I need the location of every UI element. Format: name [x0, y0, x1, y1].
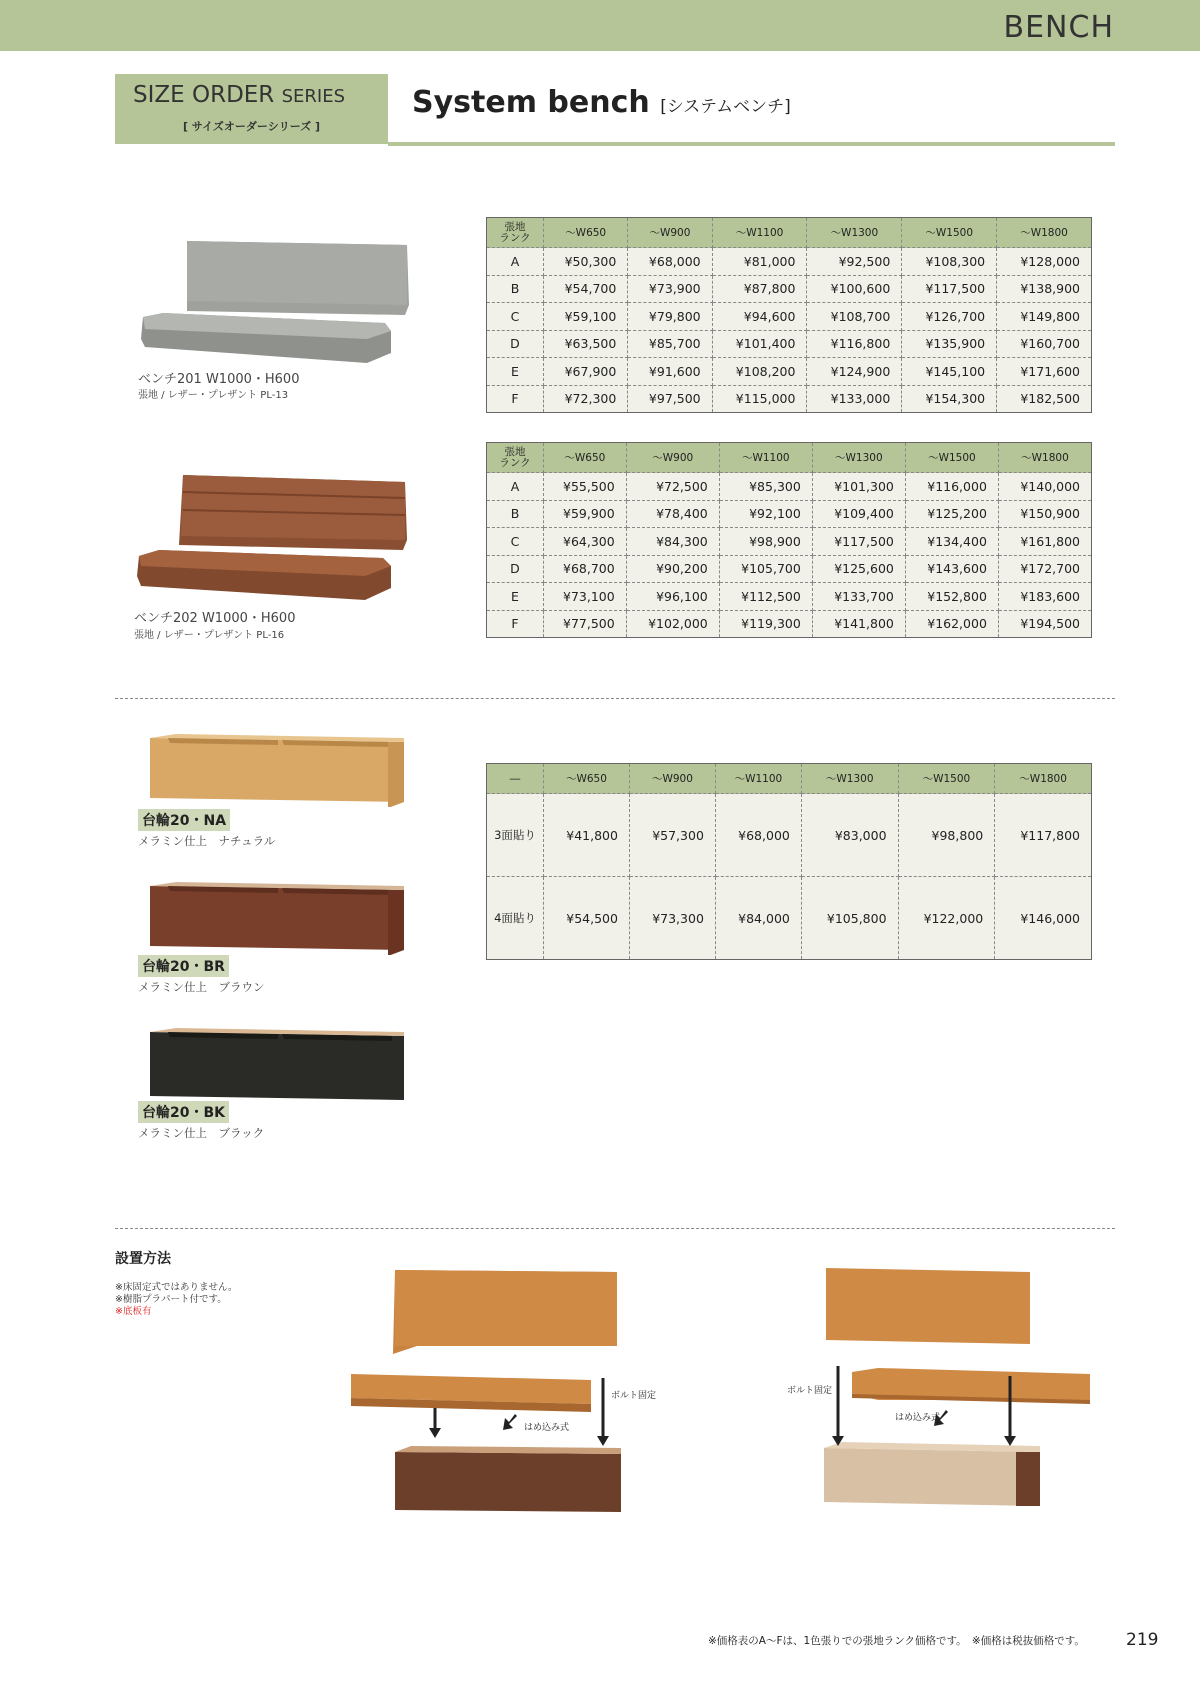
col-header: ～W1300 [812, 443, 905, 473]
price-cell: ¥117,500 [812, 528, 905, 556]
install-note: ※樹脂プラパート付です。 [115, 1294, 227, 1305]
price-cell: ¥126,700 [902, 303, 997, 331]
price-cell: ¥100,600 [807, 275, 902, 303]
col-header: ～W1800 [997, 218, 1092, 248]
price-cell: ¥116,800 [807, 330, 902, 358]
base-first-header: ― [487, 764, 544, 794]
table-row [487, 528, 1092, 556]
install-note-red: ※底板有 [115, 1306, 152, 1317]
price-cell: ¥92,100 [719, 500, 812, 528]
price-cell: ¥97,500 [628, 385, 712, 413]
price-cell: ¥83,000 [801, 794, 898, 877]
base-br-finish: メラミン仕上 ブラウン [138, 980, 265, 994]
install-diagram-1 [345, 1262, 665, 1512]
install-diagram-2 [790, 1262, 1100, 1512]
footer-note: ※価格表のA～Fは、1色張りでの張地ランク価格です。 ※価格は税抜価格です。 [708, 1635, 1085, 1647]
label-bolt-1: ボルト固定 [611, 1391, 657, 1401]
price-cell: ¥162,000 [905, 610, 998, 638]
price-cell: ¥68,000 [715, 794, 801, 877]
price-cell: ¥91,600 [628, 358, 712, 386]
price-cell: ¥84,300 [626, 528, 719, 556]
col-header: ～W900 [629, 764, 715, 794]
table-row [487, 794, 1092, 877]
price-cell: ¥134,400 [905, 528, 998, 556]
price-cell: ¥152,800 [905, 583, 998, 611]
base-price-table [486, 763, 1092, 960]
price-cell: ¥122,000 [898, 877, 995, 960]
category-label: BENCH [1003, 10, 1114, 45]
price-cell: ¥78,400 [626, 500, 719, 528]
base-br-image [148, 880, 408, 955]
price-cell: ¥72,300 [544, 385, 628, 413]
bench201-fabric: 張地 / レザー・プレザント PL-13 [138, 390, 289, 401]
rank-cell: A [487, 248, 544, 276]
price-cell: ¥124,900 [807, 358, 902, 386]
price-cell: ¥133,700 [812, 583, 905, 611]
price-cell: ¥73,100 [544, 583, 627, 611]
price-cell: ¥72,500 [626, 473, 719, 501]
price-cell: ¥101,400 [712, 330, 807, 358]
price-cell: ¥54,500 [544, 877, 630, 960]
price-cell: ¥77,500 [544, 610, 627, 638]
col-header: ～W900 [626, 443, 719, 473]
col-header: ～W1100 [715, 764, 801, 794]
price-cell: ¥108,300 [902, 248, 997, 276]
price-cell: ¥150,900 [998, 500, 1091, 528]
table-row [487, 877, 1092, 960]
price-cell: ¥138,900 [997, 275, 1092, 303]
col-header: ～W1300 [801, 764, 898, 794]
price-cell: ¥135,900 [902, 330, 997, 358]
price-cell: ¥140,000 [998, 473, 1091, 501]
col-header: ～W1300 [807, 218, 902, 248]
price-cell: ¥98,800 [898, 794, 995, 877]
price-cell: ¥85,300 [719, 473, 812, 501]
page-number: 219 [1126, 1630, 1159, 1650]
price-cell: ¥68,000 [628, 248, 712, 276]
base-bk-image [148, 1026, 408, 1104]
col-header: ～W650 [544, 764, 630, 794]
price-cell: ¥183,600 [998, 583, 1091, 611]
bench202-image [133, 470, 418, 610]
price-cell: ¥50,300 [544, 248, 628, 276]
price-cell: ¥79,800 [628, 303, 712, 331]
rank-cell: D [487, 555, 544, 583]
base-na-finish: メラミン仕上 ナチュラル [138, 834, 276, 848]
price-cell: ¥81,000 [712, 248, 807, 276]
base-bk-finish: メラミン仕上 ブラック [138, 1126, 265, 1140]
price-cell: ¥73,300 [629, 877, 715, 960]
price-cell: ¥146,000 [1020, 910, 1080, 926]
price-cell: ¥41,800 [544, 794, 630, 877]
price-cell: ¥182,500 [1020, 391, 1080, 407]
price-cell: ¥85,700 [628, 330, 712, 358]
price-cell: ¥101,300 [812, 473, 905, 501]
price-cell: ¥172,700 [998, 555, 1091, 583]
bench202-fabric: 張地 / レザー・プレザント PL-16 [134, 630, 285, 641]
col-header: ～W1100 [712, 218, 807, 248]
price-cell: ¥94,600 [712, 303, 807, 331]
price-cell: ¥115,000 [712, 385, 807, 413]
label-fit-1: はめ込み式 [524, 1423, 570, 1433]
price-cell: ¥59,900 [544, 500, 627, 528]
bench201-price-table [486, 217, 1092, 413]
table-row [487, 555, 1092, 583]
price-cell: ¥67,900 [544, 358, 628, 386]
table-row [487, 358, 1092, 386]
rank-cell: A [487, 473, 544, 501]
label-bolt-2: ボルト固定 [787, 1386, 833, 1396]
col-header: ～W1100 [719, 443, 812, 473]
price-cell: ¥84,000 [715, 877, 801, 960]
price-cell: ¥161,800 [998, 528, 1091, 556]
bench201-caption: ベンチ201 W1000・H600 [138, 372, 300, 387]
col-header: ～W1500 [902, 218, 997, 248]
price-cell: ¥64,300 [544, 528, 627, 556]
price-cell: ¥117,800 [995, 794, 1092, 877]
section-divider [115, 698, 1115, 699]
table-row [487, 275, 1092, 303]
rank-cell: F [487, 385, 544, 413]
col-header: ～W1800 [995, 764, 1092, 794]
table-row [487, 385, 1092, 413]
series-title: SIZE ORDER SERIES [133, 82, 346, 108]
bench202-caption: ベンチ202 W1000・H600 [134, 611, 296, 626]
price-cell: ¥68,700 [544, 555, 627, 583]
price-cell: ¥63,500 [544, 330, 628, 358]
rank-cell: C [487, 528, 544, 556]
base-br-label: 台輪20・BR [138, 955, 229, 977]
price-cell: ¥73,900 [628, 275, 712, 303]
table-row [487, 303, 1092, 331]
title-rule [388, 142, 1115, 146]
table-row [487, 330, 1092, 358]
price-cell: ¥133,000 [807, 385, 902, 413]
price-cell: ¥125,600 [812, 555, 905, 583]
price-cell: ¥116,000 [905, 473, 998, 501]
price-cell: ¥54,700 [544, 275, 628, 303]
base-type-cell: 4面貼り [487, 877, 544, 960]
base-bk-label: 台輪20・BK [138, 1101, 229, 1123]
price-cell: ¥112,500 [719, 583, 812, 611]
price-cell: ¥109,400 [812, 500, 905, 528]
col-header: ～W1500 [905, 443, 998, 473]
price-cell: ¥119,300 [719, 610, 812, 638]
price-cell: ¥90,200 [626, 555, 719, 583]
label-fit-2: はめ込み式 [895, 1413, 941, 1423]
price-cell: ¥96,100 [626, 583, 719, 611]
price-cell: ¥55,500 [544, 473, 627, 501]
col-header: ～W650 [544, 443, 627, 473]
bench201-back [187, 241, 409, 315]
rank-cell: E [487, 583, 544, 611]
table-row [487, 500, 1092, 528]
price-cell: ¥105,800 [801, 877, 898, 960]
rank-header: 張地 ランク [487, 218, 544, 248]
table-row [487, 248, 1092, 276]
price-cell: ¥87,800 [712, 275, 807, 303]
table-row [487, 610, 1092, 638]
price-cell: ¥59,100 [544, 303, 628, 331]
col-header: ～W650 [544, 218, 628, 248]
price-cell: ¥194,500 [1020, 616, 1080, 632]
price-cell: ¥125,200 [905, 500, 998, 528]
rank-cell: F [487, 610, 544, 638]
bench202-seat [137, 550, 391, 600]
install-note: ※床固定式ではありません。 [115, 1282, 238, 1293]
price-cell: ¥102,000 [626, 610, 719, 638]
rank-cell: D [487, 330, 544, 358]
bench202-back [179, 475, 407, 550]
price-cell: ¥145,100 [902, 358, 997, 386]
table-row [487, 583, 1092, 611]
price-cell: ¥149,800 [997, 303, 1092, 331]
rank-cell: B [487, 500, 544, 528]
rank-cell: B [487, 275, 544, 303]
page-title: System bench [システムベンチ] [412, 85, 791, 120]
table-row [487, 473, 1092, 501]
series-subtitle: [ サイズオーダーシリーズ ] [182, 120, 321, 133]
price-cell: ¥143,600 [905, 555, 998, 583]
install-title: 設置方法 [115, 1251, 171, 1267]
price-cell: ¥92,500 [807, 248, 902, 276]
series-badge [115, 74, 388, 144]
rank-header: 張地 ランク [487, 443, 544, 473]
price-cell: ¥98,900 [719, 528, 812, 556]
rank-cell: C [487, 303, 544, 331]
col-header: ～W1800 [998, 443, 1091, 473]
bench202-price-table [486, 442, 1092, 638]
price-cell: ¥57,300 [629, 794, 715, 877]
col-header: ～W1500 [898, 764, 995, 794]
bench201-seat [141, 313, 391, 363]
col-header: ～W900 [628, 218, 712, 248]
bench201-image [135, 235, 415, 370]
price-cell: ¥141,800 [812, 610, 905, 638]
price-cell: ¥171,600 [997, 358, 1092, 386]
price-cell: ¥128,000 [997, 248, 1092, 276]
base-na-image [148, 732, 408, 807]
price-cell: ¥105,700 [719, 555, 812, 583]
price-cell: ¥117,500 [902, 275, 997, 303]
price-cell: ¥154,300 [902, 385, 997, 413]
price-cell: ¥108,700 [807, 303, 902, 331]
price-cell: ¥108,200 [712, 358, 807, 386]
base-na-label: 台輪20・NA [138, 809, 230, 831]
rank-cell: E [487, 358, 544, 386]
base-type-cell: 3面貼り [487, 794, 544, 877]
price-cell: ¥160,700 [997, 330, 1092, 358]
section-divider [115, 1228, 1115, 1229]
